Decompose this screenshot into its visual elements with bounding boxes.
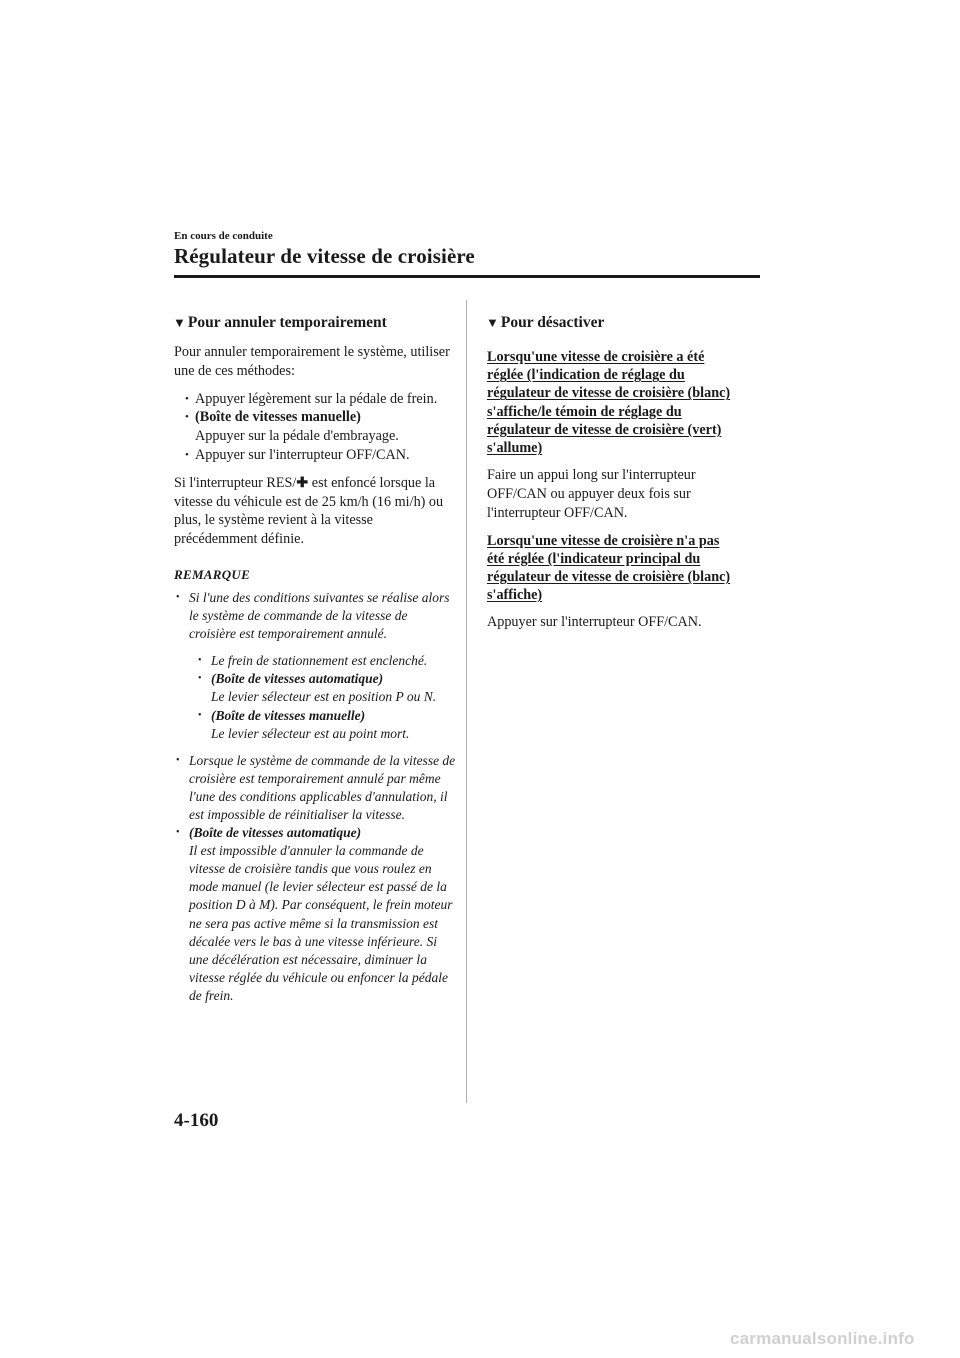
note-condition: (Boîte de vitesses automatique) (211, 671, 384, 687)
note-text: Lorsque le système de commande de la vitesse de croisière est temporairement annulé par même l'une des conditions applicables d'annulation, il est impossible de réinitialiser la vitesse. (189, 752, 456, 822)
condition-speed-not-set: Lorsqu'une vitesse de croisière n'a pas été réglée (l'indicateur principal du régulateur de vitesse de croisière (blanc) s'affiche) (487, 532, 731, 604)
watermark: carmanualsonline.info (730, 1329, 915, 1348)
note-text: Il est impossible d'annuler la commande de vitesse de croisière tandis que vous roulez en mode manuel (le levier sélecteur est passé de la position D à M). Par conséquent, le frein moteur ne sera pas active même si la transmission est décalée vers le bas à une vitesse inférieure. Si une décélération est nécessaire, diminuer la vitesse réglée du véhicule ou enfoncer la pédale de frein. (189, 843, 453, 1003)
plus-icon: ✚ (296, 474, 309, 491)
bullet-icon: • (176, 591, 180, 603)
bullet-icon: • (185, 392, 189, 405)
note-title: REMARQUE (174, 566, 251, 582)
list-item (196, 652, 456, 670)
bullet-icon: • (176, 754, 180, 766)
right-column (487, 313, 747, 632)
bullet-icon: • (185, 448, 189, 461)
bullet-icon: • (176, 827, 180, 839)
left-column (174, 313, 456, 1005)
res-text-after: est enfoncé lorsque la vitesse du véhicule est de 25 km/h (16 mi/h) ou plus, le système revient à la vitesse précédemment définie. (174, 474, 444, 548)
cancel-methods-list (182, 390, 456, 465)
section-label: En cours de conduite (174, 230, 273, 242)
list-item (174, 752, 456, 824)
method-text: Appuyer sur la pédale d'embrayage. (195, 428, 399, 445)
page-title: Régulateur de vitesse de croisière (174, 244, 475, 268)
instruction-paragraph-1: Faire un appui long sur l'interrupteur OFF/CAN ou appuyer deux fois sur l'interrupteur OFF/CAN. (487, 467, 696, 521)
note-condition: (Boîte de vitesses automatique) (189, 825, 362, 841)
method-text: Appuyer sur l'interrupteur OFF/CAN. (195, 446, 410, 463)
note-text: Le levier sélecteur est au point mort. (211, 725, 410, 741)
list-item (174, 589, 456, 643)
res-text-before: Si l'interrupteur RES/ (174, 474, 297, 491)
note-text: Le levier sélecteur est en position P ou N. (211, 689, 437, 705)
condition-speed-set: Lorsqu'une vitesse de croisière a été réglée (l'indication de réglage du régulateur de vitesse de croisière (blanc) s'affiche/le témoin de réglage du régulateur de vitesse de croisière (vert) s'allume) (487, 349, 731, 457)
title-rule (174, 275, 760, 278)
bullet-icon: • (198, 709, 202, 721)
note-list-2 (174, 752, 456, 1005)
method-text: Appuyer légèrement sur la pédale de frein. (195, 390, 438, 407)
heading-deactivate (487, 313, 747, 333)
heading-text: Pour annuler temporairement (187, 314, 387, 331)
method-condition: (Boîte de vitesses manuelle) (195, 409, 361, 426)
column-divider (466, 300, 467, 1103)
intro-paragraph: Pour annuler temporairement le système, utiliser une de ces méthodes: (174, 344, 450, 379)
heading-cancel-temporarily (174, 313, 456, 333)
note-text: Si l'une des conditions suivantes se réalise alors le système de commande de la vitesse de croisière est temporairement annulé. (189, 589, 450, 642)
bullet-icon: • (198, 655, 202, 667)
list-item (174, 824, 456, 1005)
heading-text: Pour désactiver (500, 314, 605, 331)
res-paragraph (174, 474, 456, 549)
list-item (196, 707, 456, 743)
list-item (182, 446, 456, 465)
list-item (182, 390, 456, 409)
note-sublist (196, 652, 456, 742)
page-number: 4-160 (174, 1110, 219, 1131)
list-item (182, 408, 456, 446)
note-list (174, 589, 456, 643)
bullet-icon: • (198, 673, 202, 685)
note-condition: (Boîte de vitesses manuelle) (211, 707, 366, 723)
list-item (196, 670, 456, 706)
triangle-down-icon: ▼ (486, 315, 499, 330)
note-text: Le frein de stationnement est enclenché. (211, 653, 428, 669)
triangle-down-icon: ▼ (173, 315, 186, 330)
bullet-icon: • (185, 411, 189, 424)
instruction-paragraph-2: Appuyer sur l'interrupteur OFF/CAN. (487, 614, 702, 631)
